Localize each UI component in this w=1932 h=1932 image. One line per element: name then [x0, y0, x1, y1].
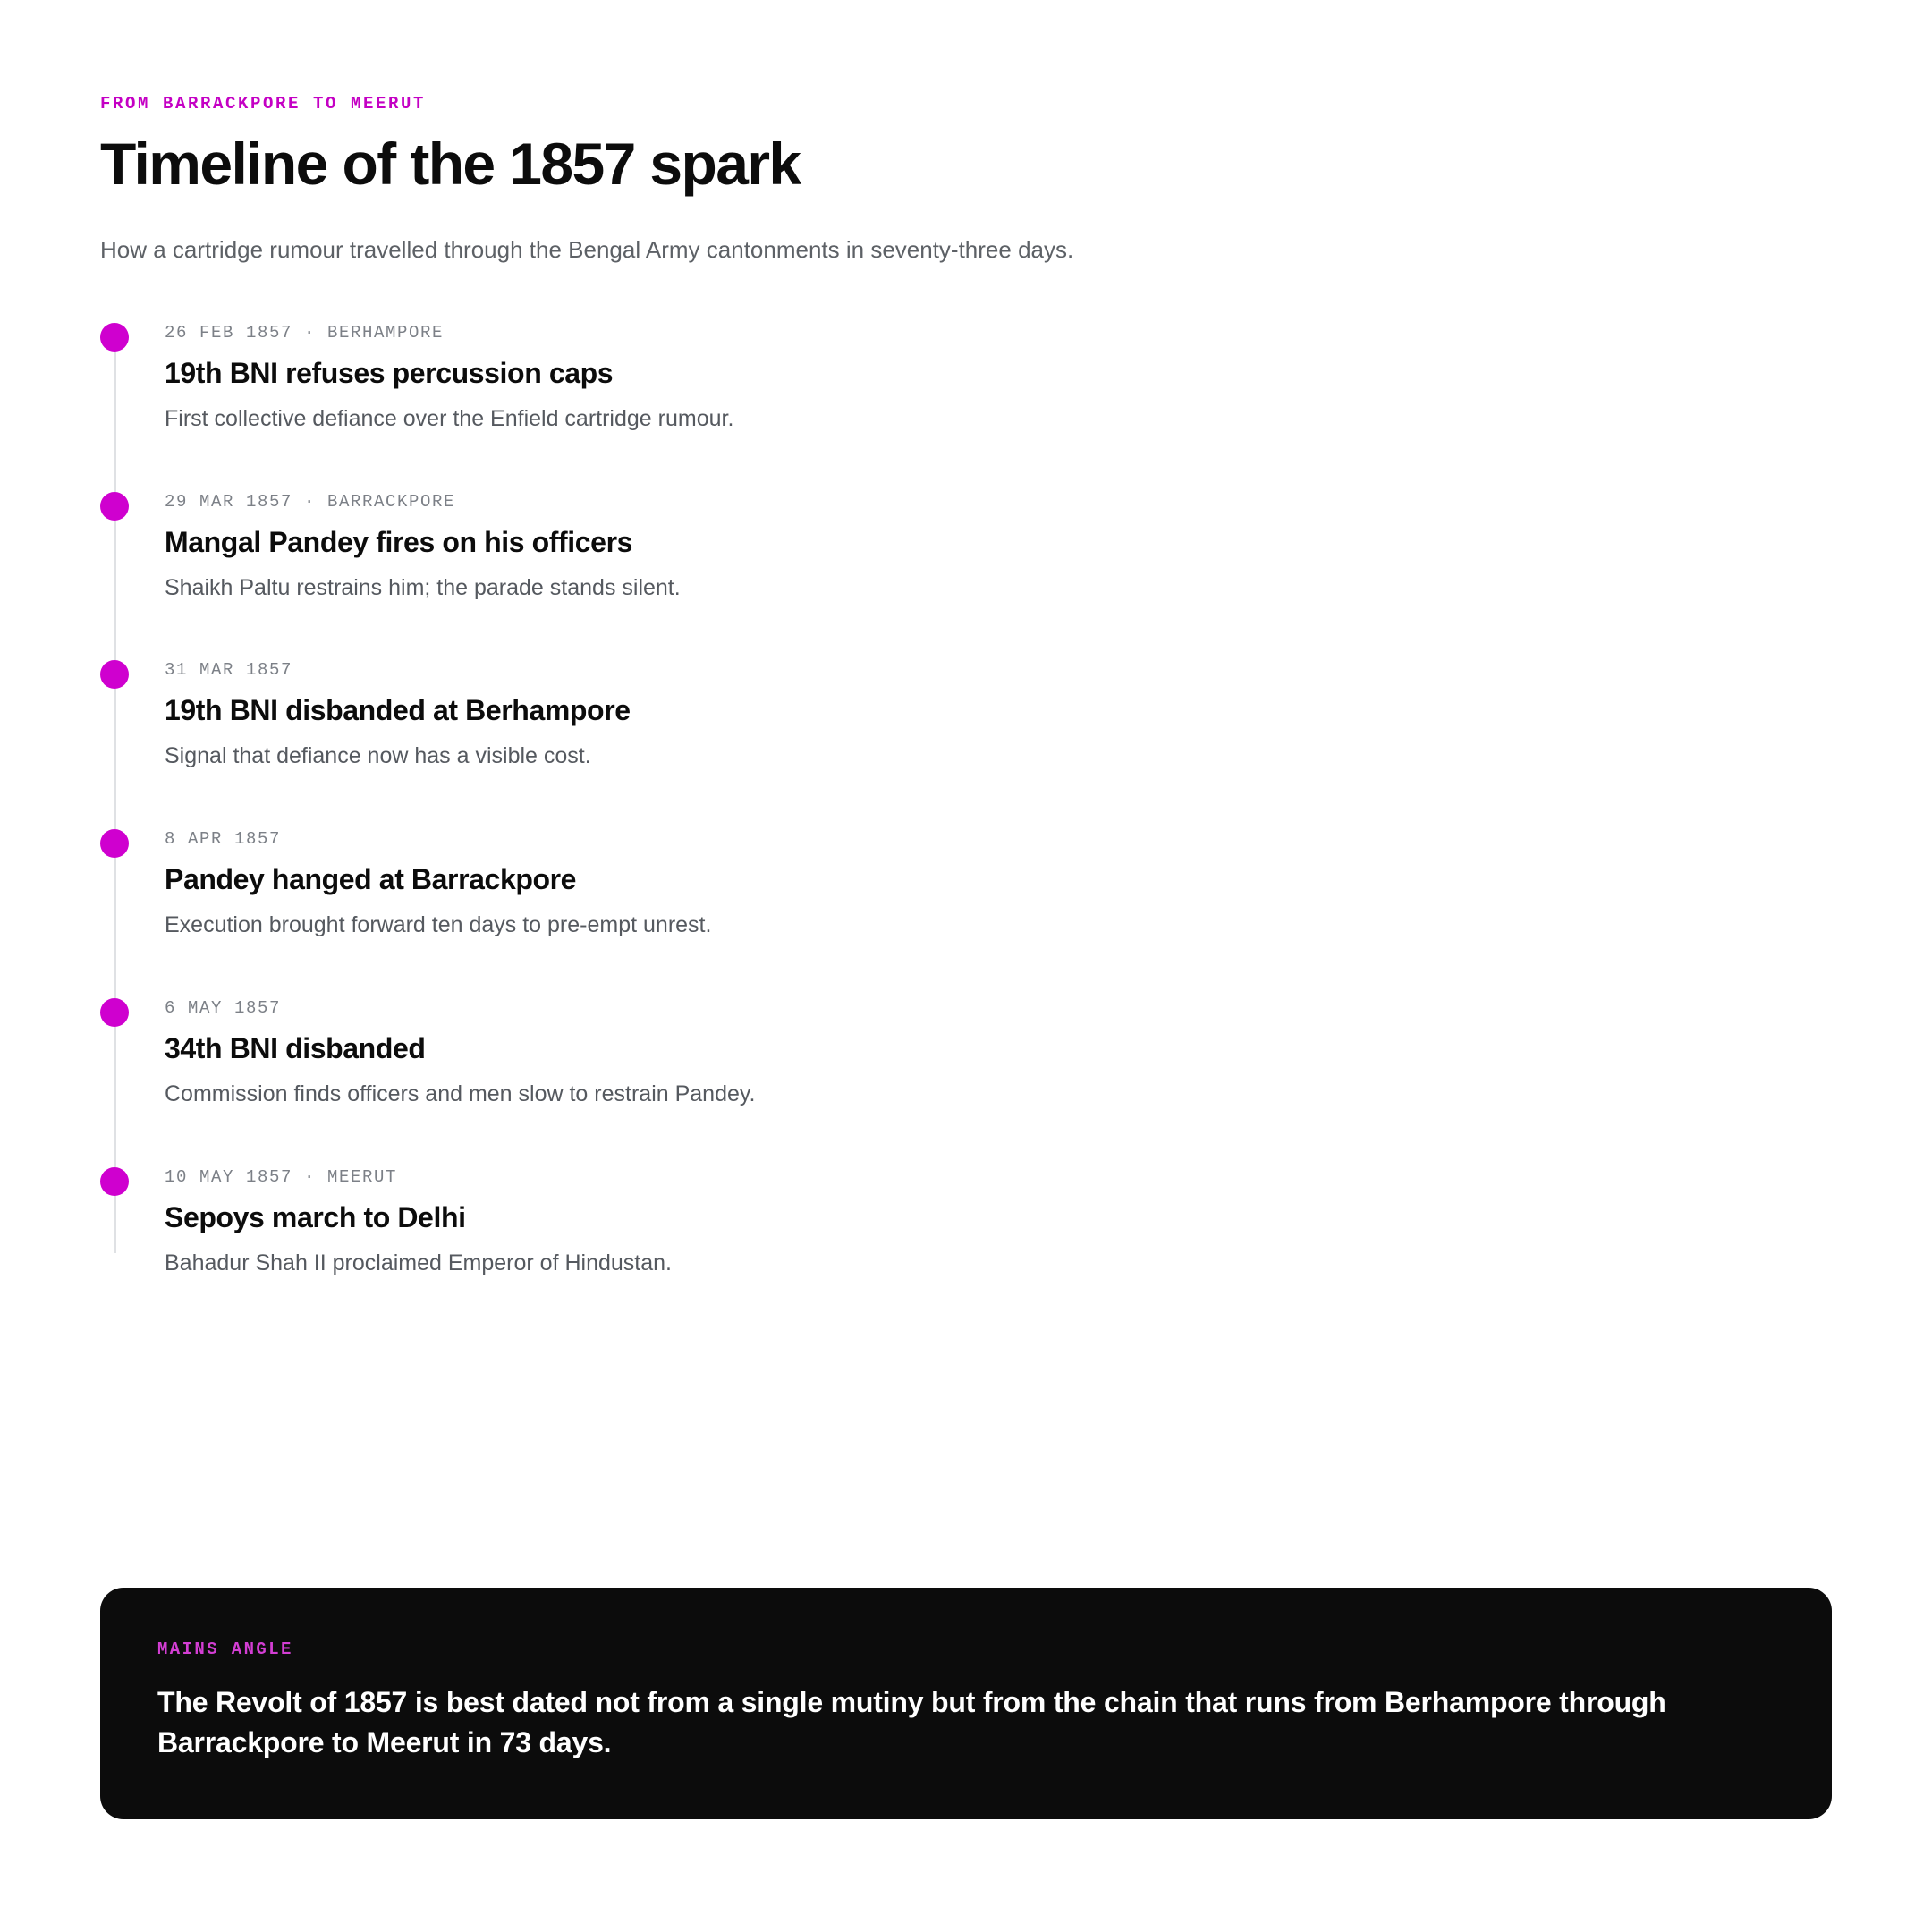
timeline-entry-description: Execution brought forward ten days to pre-empt unrest.: [165, 912, 712, 938]
timeline-entry-description: Bahadur Shah II proclaimed Emperor of Hindustan.: [165, 1250, 672, 1275]
timeline-entry-meta: 8 APR 1857: [165, 829, 282, 850]
timeline-entry-meta: 29 MAR 1857 · BARRACKPORE: [165, 491, 456, 512]
timeline-entry-title: Sepoys march to Delhi: [165, 1200, 466, 1233]
timeline-list: [100, 323, 1832, 1279]
timeline-entry-description: Signal that defiance now has a visible cost.: [165, 743, 591, 769]
timeline-dot-icon: [100, 660, 129, 689]
timeline-entry-description: First collective defiance over the Enfield cartridge rumour.: [165, 405, 734, 431]
timeline-entry: [100, 1167, 1832, 1279]
timeline-entry-meta: 10 MAY 1857 · MEERUT: [165, 1166, 398, 1187]
timeline-dot-icon: [100, 998, 129, 1027]
callout-text: The Revolt of 1857 is best dated not from a single mutiny but from the chain that runs from Berhampore through Barrackpore to Meerut in 73 days.: [157, 1686, 1666, 1759]
timeline-entry-meta: 31 MAR 1857: [165, 660, 293, 681]
timeline-dot-icon: [100, 829, 129, 858]
timeline-entry-description: Commission finds officers and men slow to restrain Pandey.: [165, 1080, 756, 1106]
timeline-entry: [100, 829, 1832, 996]
mains-angle-callout: [100, 1588, 1832, 1819]
page-title: Timeline of the 1857 spark: [100, 131, 801, 197]
timeline-entry-title: Pandey hanged at Barrackpore: [165, 863, 577, 896]
timeline-entry-description: Shaikh Paltu restrains him; the parade stands silent.: [165, 574, 681, 600]
timeline-entry: [100, 323, 1832, 490]
timeline-entry-title: 19th BNI refuses percussion caps: [165, 356, 614, 389]
timeline-entry-meta: 26 FEB 1857 · BERHAMPORE: [165, 322, 445, 343]
timeline-entry-title: Mangal Pandey fires on his officers: [165, 525, 633, 558]
page-subtitle: How a cartridge rumour travelled through the Bengal Army cantonments in seventy-three days.: [100, 236, 1074, 264]
timeline-dot-icon: [100, 1167, 129, 1196]
timeline-dot-icon: [100, 492, 129, 521]
timeline-entry-title: 19th BNI disbanded at Berhampore: [165, 694, 631, 727]
timeline-entry-title: 34th BNI disbanded: [165, 1031, 426, 1064]
callout-label: MAINS ANGLE: [157, 1640, 293, 1659]
timeline-entry-meta: 6 MAY 1857: [165, 997, 282, 1018]
timeline-entry: [100, 660, 1832, 827]
timeline-dot-icon: [100, 323, 129, 352]
timeline-entry: [100, 998, 1832, 1165]
timeline-entry: [100, 492, 1832, 659]
eyebrow-label: FROM BARRACKPORE TO MEERUT: [100, 94, 427, 114]
